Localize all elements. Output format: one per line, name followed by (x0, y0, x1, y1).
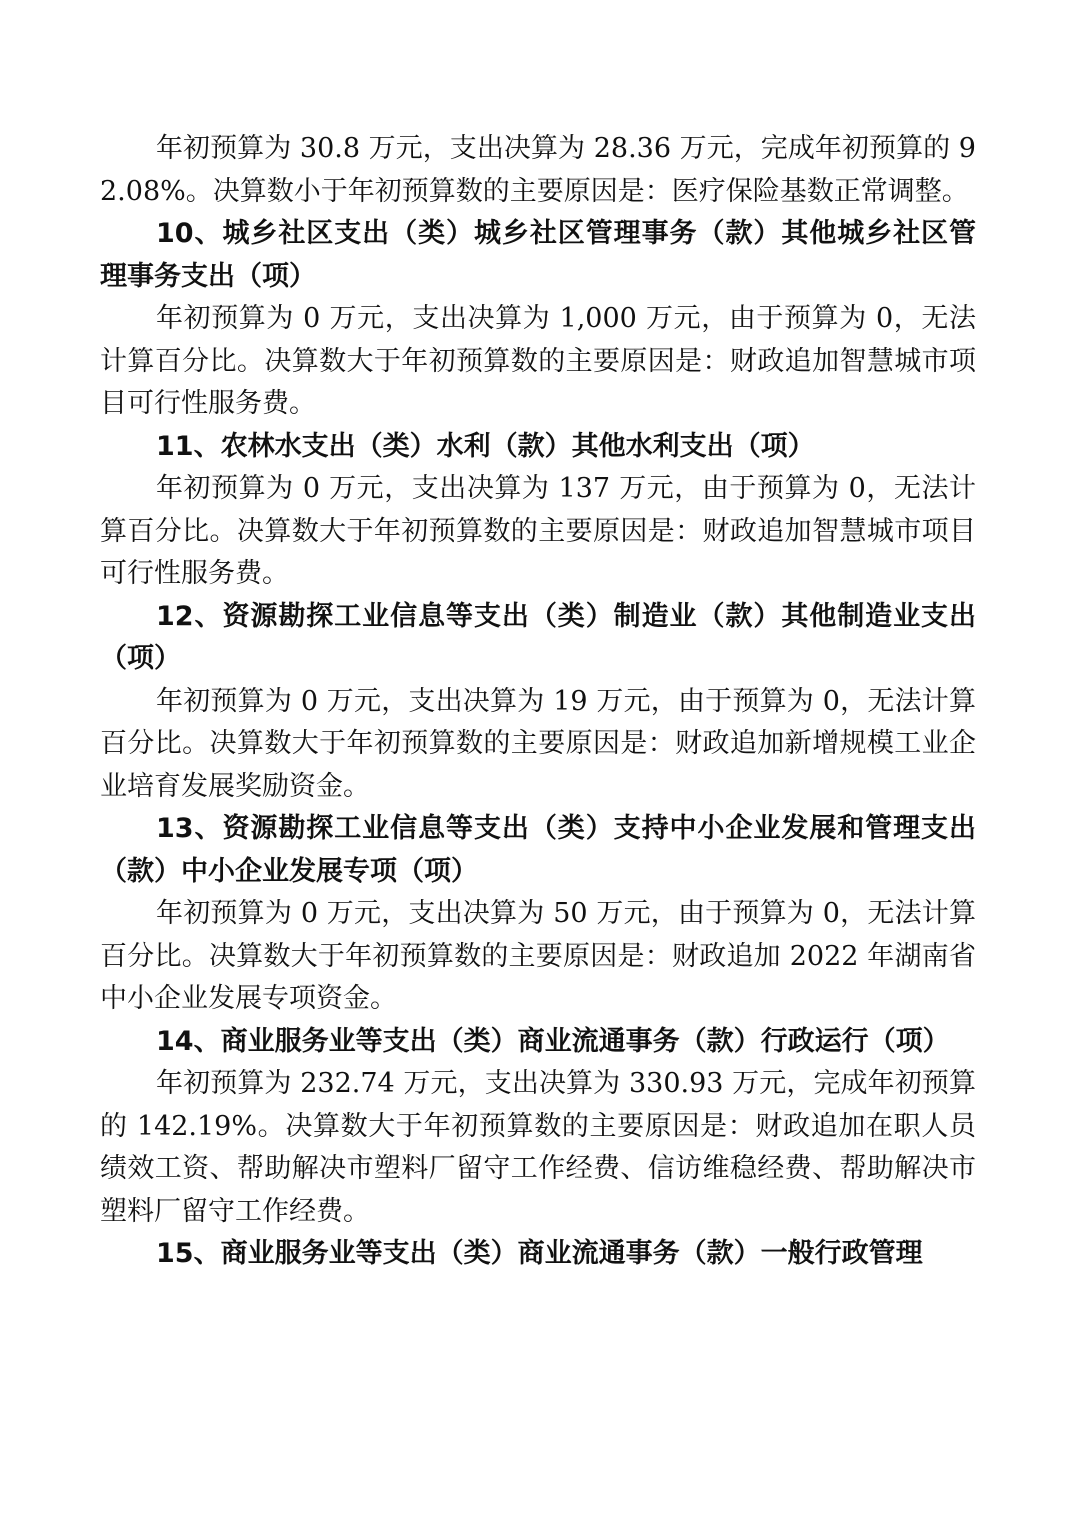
heading-item-15: 15、商业服务业等支出（类）商业流通事务（款）一般行政管理 (156, 1238, 923, 1269)
document-body (100, 128, 976, 1276)
heading-item-14: 14、商业服务业等支出（类）商业流通事务（款）行政运行（项） (156, 1025, 950, 1057)
paragraph-item-11: 年初预算为 0 万元，支出决算为 137 万元，由于预算为 0，无法计算百分比。决算数大于年初预算数的主要原因是：财政追加智慧城市项目可行性服务费。 (100, 473, 976, 589)
heading-item-10: 10、城乡社区支出（类）城乡社区管理事务（款）其他城乡社区管理事务支出（项） (100, 218, 976, 292)
paragraph-item-13: 年初预算为 0 万元，支出决算为 50 万元，由于预算为 0，无法计算百分比。决算数大于年初预算数的主要原因是：财政追加 2022 年湖南省中小企业发展专项资金。 (100, 898, 976, 1014)
heading-item-12: 12、资源勘探工业信息等支出（类）制造业（款）其他制造业支出（项） (100, 600, 976, 674)
heading-item-13: 13、资源勘探工业信息等支出（类）支持中小企业发展和管理支出（款）中小企业发展专项（项） (100, 813, 976, 887)
heading-item-11: 11、农林水支出（类）水利（款）其他水利支出（项） (156, 430, 815, 462)
paragraph-item-14: 年初预算为 232.74 万元，支出决算为 330.93 万元，完成年初预算的 142.19%。决算数大于年初预算数的主要原因是：财政追加在职人员绩效工资、帮助解决市塑料厂留守工作经费、信访维稳经费、帮助解决市塑料厂留守工作经费。 (100, 1068, 976, 1227)
paragraph-item-10: 年初预算为 0 万元，支出决算为 1,000 万元，由于预算为 0，无法计算百分比。决算数大于年初预算数的主要原因是：财政追加智慧城市项目可行性服务费。 (100, 303, 976, 419)
paragraph-medical-insurance: 年初预算为 30.8 万元，支出决算为 28.36 万元，完成年初预算的 92.08%。决算数小于年初预算数的主要原因是：医疗保险基数正常调整。 (100, 133, 976, 207)
paragraph-item-12: 年初预算为 0 万元，支出决算为 19 万元，由于预算为 0，无法计算百分比。决算数大于年初预算数的主要原因是：财政追加新增规模工业企业培育发展奖励资金。 (100, 685, 976, 802)
